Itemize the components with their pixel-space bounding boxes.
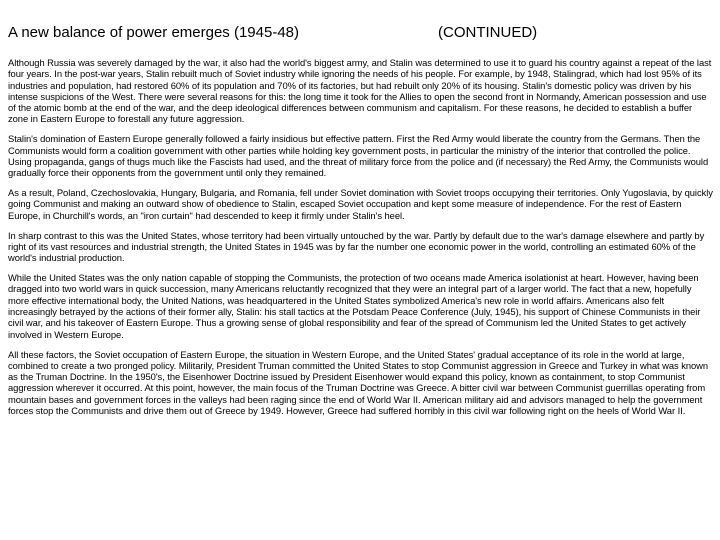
page-title: A new balance of power emerges (1945-48) [8,24,300,41]
paragraph-stalin-postwar: Although Russia was severely damaged by the war, it also had the world's biggest army, and Stalin was determined to use it to guard his country against a repeat of the last four years. In the post-war years, Stalin rebuilt much of Soviet industry while ignoring the needs of his people. For example, by 1948, Stalingrad, which had lost 95% of its industries and population, had restored 60% of its population and 70% of its factories, but had rebuilt only 20% of its housing. Stalin's domestic policy was driven by his intense suspicions of the West. There were several reasons for this: the long time it took for the Allies to open the second front in Normandy, American possession and use of the atomic bomb at the end of the war, and the deep ideological differences between communism and capitalism. For these reasons, he decided to establish a buffer zone in Eastern Europe to forestall any future aggression. [8,57,712,125]
continued-label: (CONTINUED) [438,24,538,41]
paragraph-united-states-role: While the United States was the only nation capable of stopping the Communists, the protection of two oceans made America isolationist at heart. However, having been dragged into two world wars in quick succession, many Americans reluctantly recognized that they were an integral part of a larger world. The fact that a new, hopefully more effective international body, the United Nations, was headquartered in the United States symbolized America's new role in world affairs. Americans also felt increasingly betrayed by the actions of their former ally, Stalin: his stall tactics at the Potsdam Peace Conference (July, 1945), his support of Chinese Communists in their civil war, and his takeover of Eastern Europe. Thus a growing sense of global responsibility and fear of the spread of Communism led the United States to get actively involved in Western Europe. [8,272,701,340]
paragraph-united-states-economy: In sharp contrast to this was the United States, whose territory had been virtually untouched by the war. Partly by default due to the war's damage elsewhere and partly by right of its vast resources and industrial strength, the United States in 1945 was by far the number one economic power in the world, controlling an estimated 60% of the world's industrial production. [8,229,705,264]
body-text [8,57,713,425]
paragraph-eastern-europe-iron-curtain: As a result, Poland, Czechoslovakia, Hungary, Bulgaria, and Romania, fell under Soviet domination with Soviet troops occupying their territories. Only Yugoslavia, by quickly going Communist and making an outward show of obedience to Stalin, escaped Soviet occupation and kept some measure of independence. For the rest of Eastern Europe, in Churchill's words, an "iron curtain" had descended to keep it firmly under Stalin's heel. [8,187,713,221]
paragraph-soviet-domination-pattern: Stalin's domination of Eastern Europe generally followed a fairly insidious but effective pattern. First the Red Army would liberate the country from the Germans. Then the Communists would form a coalition government with other parties while holding key government posts, in particular the ministry of the interior that controlled the police. Using propaganda, gangs of thugs much like the Fascists had used, and the threat of military force from the police and (if necessary) the Red Army, the Communists would gradually force their opponents from the government until only they remained. [8,133,709,179]
slide-header [0,0,720,52]
paragraph-truman-doctrine: All these factors, the Soviet occupation of Eastern Europe, the situation in Western Europe, and the United States' gradual acceptance of its role in the world at large, combined to create a two pronged policy. Militarily, President Truman committed the United States to stop Communist aggression in Greece and Turkey in what was known as the Truman Doctrine. In the 1950's, the Eisenhower Doctrine issued by President Eisenhower would expand this policy, known as containment, to stop Communist aggression wherever it occurred. At this point, however, the main focus of the Truman Doctrine was Greece. A bitter civil war between Communist guerrillas operating from mountain bases and government forces in the valleys had been raging since the end of World War II. American military aid and advisors managed to help the government forces stop the Communists and drive them out of Greece by 1949. However, Greece had suffered horribly in this civil war following right on the heels of World War II. [8,348,709,416]
